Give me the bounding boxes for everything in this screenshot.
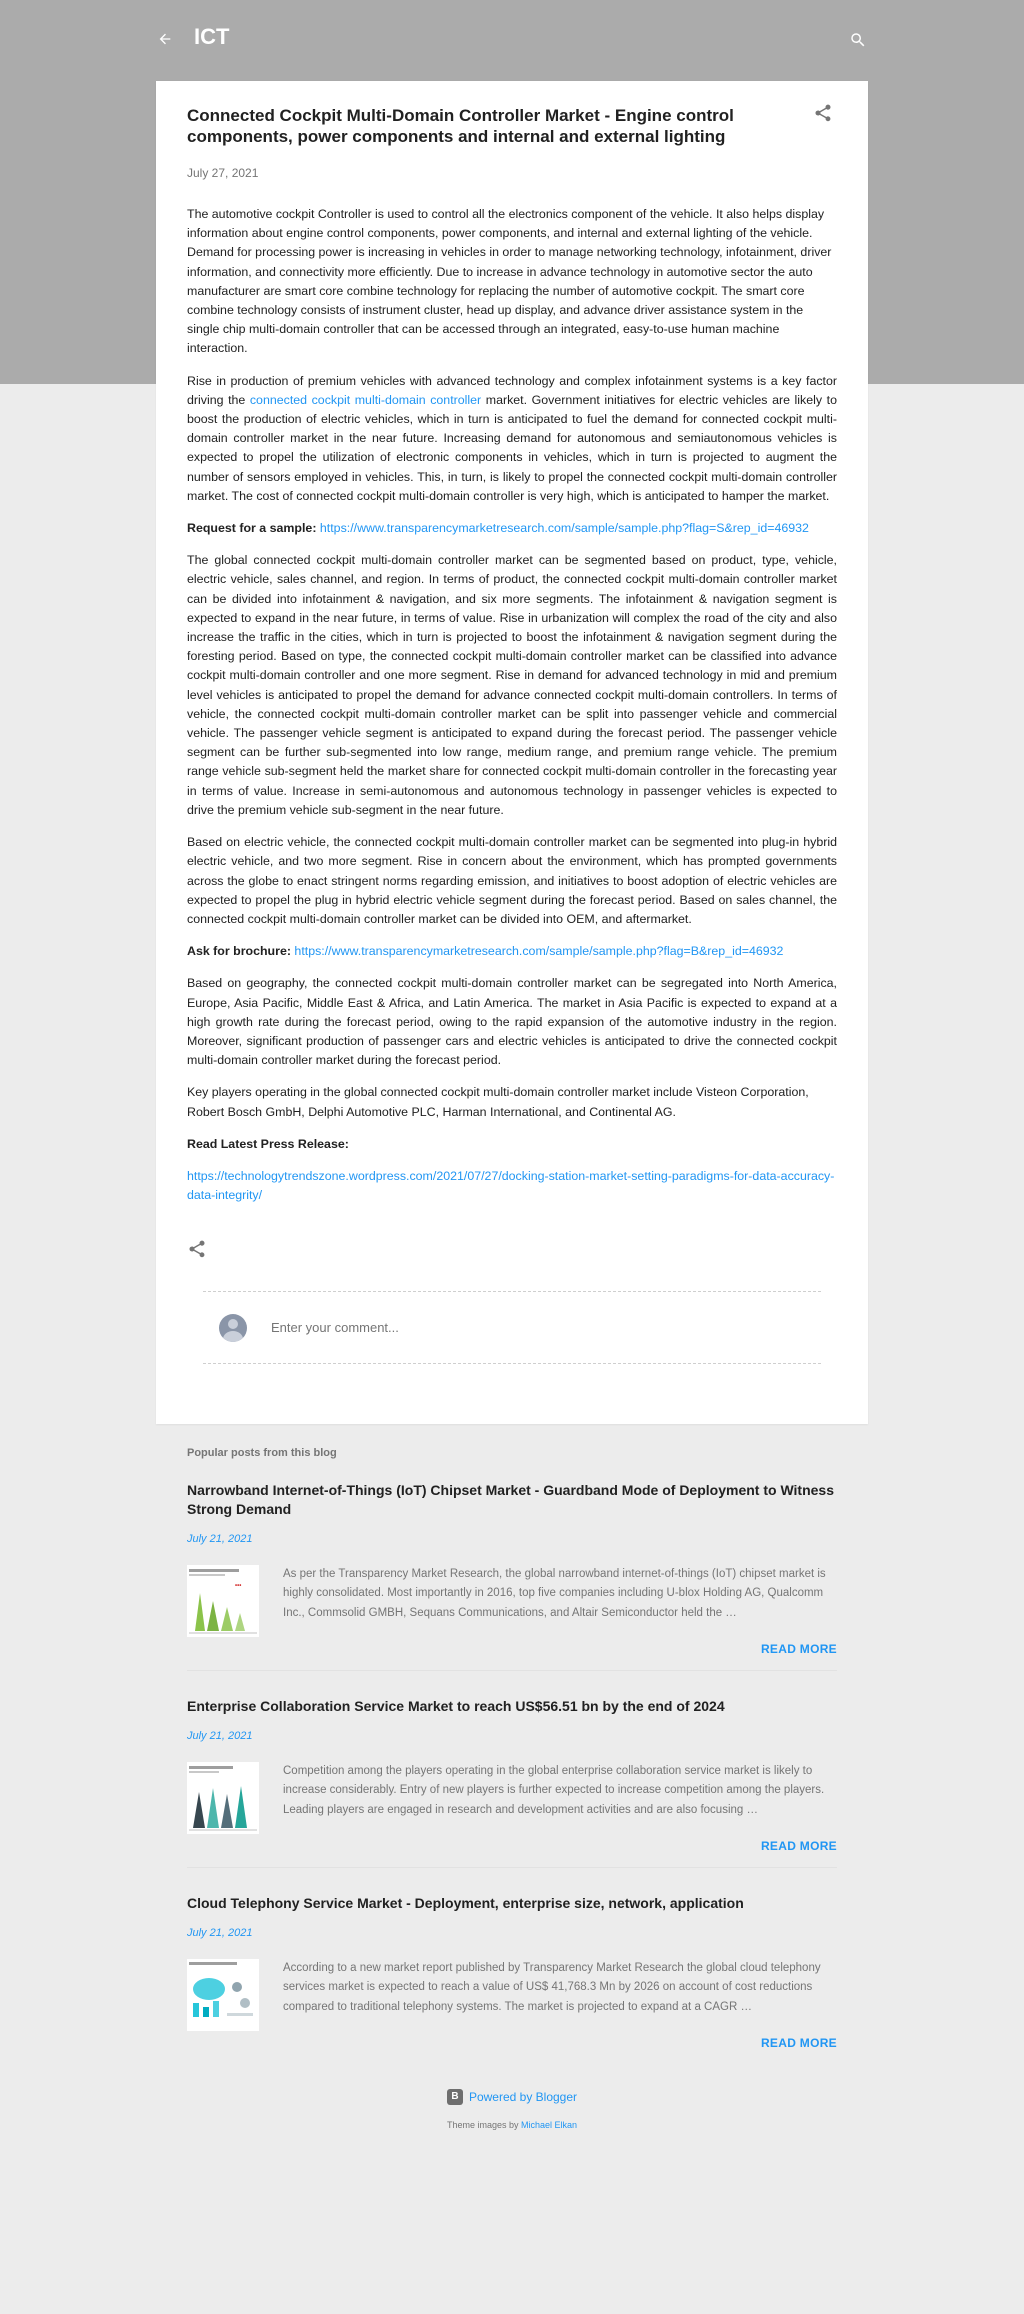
press-release-link[interactable]: https://technologytrendszone.wordpress.com/2021/07/27/docking-station-market-setting-paradigms-for-data-accuracy-data-integrity/ [187, 1168, 835, 1203]
post-card [156, 81, 868, 1424]
popular-post-thumbnail[interactable] [187, 1565, 259, 1637]
paragraph-drivers-before: Rise in production of premium vehicles with advanced technology and complex infotainment systems is a key factor driving the [187, 373, 837, 407]
back-button[interactable] [152, 26, 178, 52]
chart-thumbnail-image [187, 1565, 259, 1637]
arrow-back-icon [157, 31, 173, 47]
press-release-label-line [187, 1135, 837, 1154]
theme-author-link[interactable]: Michael Elkan [521, 2119, 578, 2130]
paragraph-segmentation: The global connected cockpit multi-domain controller market can be segmented based on product, type, vehicle, electric vehicle, sales channel, and region. In terms of product, the connected cockpit multi-domain controller market can be divided into infotainment & navigation, and six more segments. The infotainment & navigation segment is expected to expand in the near future, in terms of value. Rise in urbanization will complex the road of the city and also increase the traffic in the cities, which in turn is projected to boost the infotainment & navigation segment during the foresting period. Based on type, the connected cockpit multi-domain controller market can be classified into advance cockpit multi-domain controller and one more segment. Rise in demand for advanced technology in mid and premium level vehicles is anticipated to propel the demand for advance connected cockpit multi-domain controllers. In terms of vehicle, the connected cockpit multi-domain controller market can be split into passenger vehicle and commercial vehicle. The passenger vehicle segment is anticipated to expand during the forecast period. The passenger vehicle segment can be further sub-segmented into low range, medium range, and premium range vehicle. The premium range vehicle sub-segment held the market share for connected cockpit multi-domain controller in the forecasting year in terms of value. Increase in semi-autonomous and autonomous technology in passenger vehicles is expected to drive the premium vehicle sub-segment in the near future. [187, 553, 837, 817]
press-release-label: Read Latest Press Release: [187, 1136, 349, 1151]
theme-credit [0, 2120, 1024, 2130]
popular-post-title[interactable]: Narrowband Internet-of-Things (IoT) Chipset Market - Guardband Mode of Deployment to Witness Strong Demand [187, 1482, 834, 1517]
popular-post-title[interactable]: Enterprise Collaboration Service Market to reach US$56.51 bn by the end of 2024 [187, 1698, 725, 1714]
sample-label: Request for a sample: [187, 521, 317, 536]
powered-by-blogger-link[interactable] [447, 2089, 577, 2105]
paragraph-drivers [187, 372, 837, 506]
sample-request-line [187, 519, 837, 538]
post-date: July 27, 2021 [187, 166, 259, 180]
post-header [187, 105, 837, 147]
powered-by-label: Powered by Blogger [468, 2089, 578, 2104]
read-more-link[interactable]: READ MORE [760, 2036, 837, 2050]
popular-post-body [187, 1565, 837, 1637]
brochure-label: Ask for brochure: [187, 944, 291, 959]
share-button-top[interactable] [813, 103, 837, 127]
post-title: Connected Cockpit Multi-Domain Controller Market - Engine control components, power components and internal and external lighting [187, 106, 734, 146]
paragraph-electric-vehicle: Based on electric vehicle, the connected cockpit multi-domain controller market can be segmented into plug-in hybrid electric vehicle, and two more segment. Rise in concern about the environment, which has prompted governments across the globe to enact stringent norms regarding emission, and initiatives to boost adoption of electric vehicles are expected to propel the plug in hybrid electric vehicle segment during the forecast period. Based on sales channel, the connected cockpit multi-domain controller market can be divided into OEM, and aftermarket. [187, 835, 837, 926]
share-icon [187, 1239, 207, 1259]
popular-post-date: July 21, 2021 [187, 1730, 253, 1742]
top-bar [0, 0, 1024, 76]
popular-post-snippet: According to a new market report published by Transparency Market Research the global cloud telephony services market is expected to reach a value of US$ 41,768.3 Mn by 2026 on account of cost reductions compared to traditional telephony systems. The market is projected to expand at a CAGR … [283, 1962, 821, 2013]
popular-post [187, 1697, 837, 1868]
paragraph-key-players: Key players operating in the global connected cockpit multi-domain controller market include Visteon Corporation, Robert Bosch GmbH, Delphi Automotive PLC, Harman International, and Continental AG. [187, 1085, 809, 1119]
brochure-line [187, 942, 837, 961]
popular-post-body [187, 1762, 837, 1834]
popular-post-date: July 21, 2021 [187, 1533, 253, 1545]
svg-text:•••: ••• [235, 1583, 242, 1589]
popular-post [187, 1481, 837, 1671]
popular-post-snippet: Competition among the players operating in the global enterprise collaboration service market is likely to increase considerably. Entry of new players is further expected to increase competition among the players. Leading players are engaged in research and development activities and are also focusing … [283, 1765, 825, 1816]
paragraph-intro: The automotive cockpit Controller is used to control all the electronics component of the vehicle. It also helps display information about engine control components, power components, and internal and external lighting of the vehicle. Demand for processing power is increasing in vehicles in order to manage networking technology, infotainment, driver information, and connectivity more efficiently. Due to increase in advance technology in automotive sector the auto manufacturer are smart core combine technology for replacing the number of automotive cockpit. The smart core combine technology consists of instrument cluster, head up display, and advance driver assistance system in the single chip multi-domain controller that can be accessed through an integrated, easy-to-use human machine interaction. [187, 207, 832, 356]
popular-post-body [187, 1959, 837, 2031]
comment-input[interactable] [271, 1320, 771, 1335]
brochure-link[interactable]: https://www.transparencymarketresearch.com/sample/sample.php?flag=B&rep_id=46932 [294, 944, 784, 959]
popular-post-thumbnail[interactable] [187, 1762, 259, 1834]
search-button[interactable] [846, 28, 870, 52]
press-release-line [187, 1167, 837, 1205]
popular-post-date: July 21, 2021 [187, 1927, 253, 1939]
share-icon [813, 103, 833, 123]
popular-post-snippet: As per the Transparency Market Research, the global narrowband internet-of-things (IoT) chipset market is highly consolidated. Most importantly in 2016, top five companies including U-blox Holding AG, Qualcomm Inc., Commsolid GMBH, Sequans Communications, and Altair Semiconductor held the … [283, 1568, 826, 1619]
chart-thumbnail-image [187, 1762, 259, 1834]
blog-title[interactable]: ICT [194, 24, 230, 49]
blogger-icon: B [447, 2089, 463, 2105]
search-icon [849, 31, 867, 49]
footer [0, 2086, 1024, 2130]
theme-credit-prefix: Theme images by [446, 2119, 521, 2130]
paragraph-geography: Based on geography, the connected cockpit multi-domain controller market can be segregated into North America, Europe, Asia Pacific, Middle East & Africa, and Latin America. The market in Asia Pacific is expected to expand at a high growth rate during the forecast period, owing to the rapid expansion of the automotive industry in the region. Moreover, significant production of passenger cars and electric vehicles is anticipated to drive the connected cockpit multi-domain controller market during the forecast period. [187, 976, 837, 1068]
comment-box [203, 1291, 821, 1364]
share-button-bottom[interactable] [187, 1239, 211, 1263]
read-more-link[interactable]: READ MORE [760, 1642, 837, 1656]
sample-link[interactable]: https://www.transparencymarketresearch.com/sample/sample.php?flag=S&rep_id=46932 [319, 521, 809, 536]
post-body [187, 205, 837, 1205]
popular-posts [187, 1447, 837, 2064]
popular-posts-heading: Popular posts from this blog [187, 1447, 337, 1459]
popular-post [187, 1894, 837, 2064]
paragraph-drivers-after: market. Government initiatives for electric vehicles are likely to boost the production of electric vehicles, which in turn is anticipated to fuel the demand for connected cockpit multi-domain controller market in the near future. Increasing demand for autonomous and semiautonomous vehicles is expected to propel the utilization of electronic components in vehicles, which in turn is projected to augment the number of sensors employed in vehicles. This, in turn, is likely to propel the connected cockpit multi-domain controller market. The cost of connected cockpit multi-domain controller is very high, which is anticipated to hamper the market. [187, 392, 837, 503]
read-more-link[interactable]: READ MORE [760, 1839, 837, 1853]
popular-post-title[interactable]: Cloud Telephony Service Market - Deployment, enterprise size, network, application [187, 1895, 744, 1911]
popular-post-thumbnail[interactable] [187, 1959, 259, 2031]
chart-thumbnail-image [187, 1959, 259, 2031]
inline-market-link[interactable]: connected cockpit multi-domain controller [249, 392, 482, 407]
avatar [219, 1314, 247, 1342]
